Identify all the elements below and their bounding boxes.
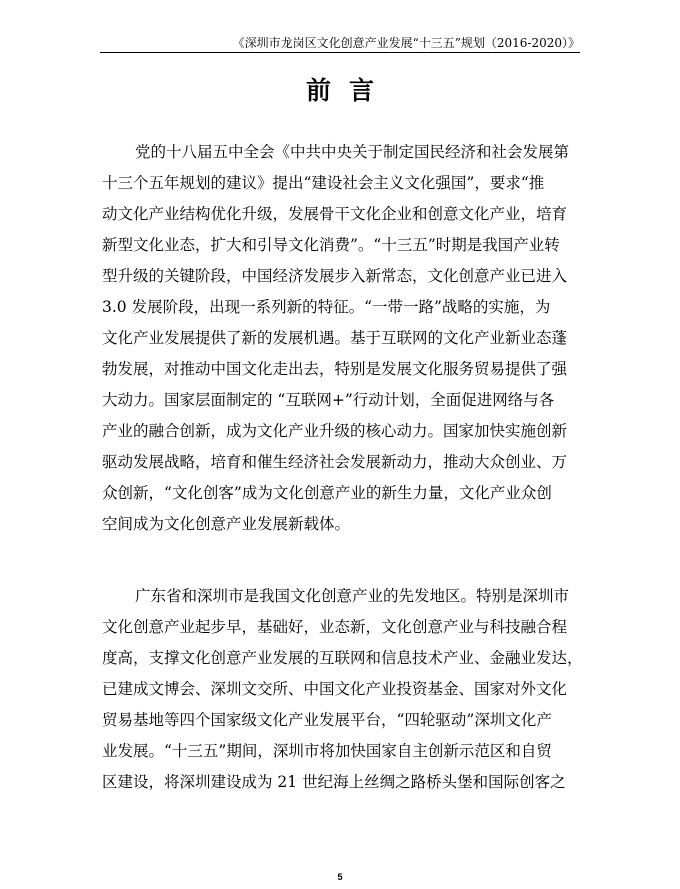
page-number: 5 xyxy=(337,872,343,882)
text-line: 空间成为文化创意产业发展新载体。 xyxy=(102,515,351,533)
text-line: 文化创意产业起步早，基础好，业态新，文化创意产业与科技融合程 xyxy=(102,618,568,636)
text-line: 众创新，“文化创客”成为文化创意产业的新生力量，文化产业众创 xyxy=(102,484,552,502)
text-line: 十三个五年规划的建议》提出“建设社会主义文化强国”，要求“推 xyxy=(102,174,545,192)
paragraph-2 xyxy=(102,581,583,798)
page-header xyxy=(100,36,580,53)
text-line: 动文化产业结构优化升级，发展骨干文化企业和创意文化产业，培育 xyxy=(102,205,568,223)
text-line: 文化产业发展提供了新的发展机遇。基于互联网的文化产业新业态蓬 xyxy=(102,329,568,347)
paragraph-1 xyxy=(102,137,578,571)
text-line: 新型文化业态，扩大和引导文化消费”。“十三五”时期是我国产业转 xyxy=(102,236,560,254)
running-title: 《深圳市龙岗区文化创意产业发展“十三五”规划（2016-2020）》 xyxy=(232,36,580,50)
text-line: 党的十八届五中全会《中共中央关于制定国民经济和社会发展第 xyxy=(135,143,570,161)
text-line: 型升级的关键阶段，中国经济发展步入新常态，文化创意产业已进入 xyxy=(102,267,568,285)
text-line: 产业的融合创新，成为文化产业升级的核心动力。国家加快实施创新 xyxy=(102,422,568,440)
body-text xyxy=(102,137,583,798)
text-line: 大动力。国家层面制定的 “互联网+”行动计划，全面促进网络与各 xyxy=(102,391,555,409)
text-line: 驱动发展战略，培育和催生经济社会发展新动力，推动大众创业、万 xyxy=(102,453,568,471)
text-line: 3.0 发展阶段，出现一系列新的特征。“一带一路”战略的实施，为 xyxy=(102,298,551,316)
text-line: 已建成文博会、深圳文交所、中国文化产业投资基金、国家对外文化 xyxy=(102,680,568,698)
text-line: 勃发展，对推动中国文化走出去，特别是发展文化服务贸易提供了强 xyxy=(102,360,568,378)
text-line: 广东省和深圳市是我国文化创意产业的先发地区。特别是深圳市 xyxy=(135,587,570,605)
text-line: 区建设，将深圳建设成为 21 世纪海上丝绸之路桥头堡和国际创客之 xyxy=(102,773,566,791)
text-line: 贸易基地等四个国家级文化产业发展平台，“四轮驱动”深圳文化产 xyxy=(102,711,552,729)
page-title: 前言 xyxy=(305,76,392,105)
text-line: 业发展。“十三五”期间，深圳市将加快国家自主创新示范区和自贸 xyxy=(102,742,552,760)
text-line: 度高，支撑文化创意产业发展的互联网和信息技术产业、金融业发达， xyxy=(102,649,583,667)
